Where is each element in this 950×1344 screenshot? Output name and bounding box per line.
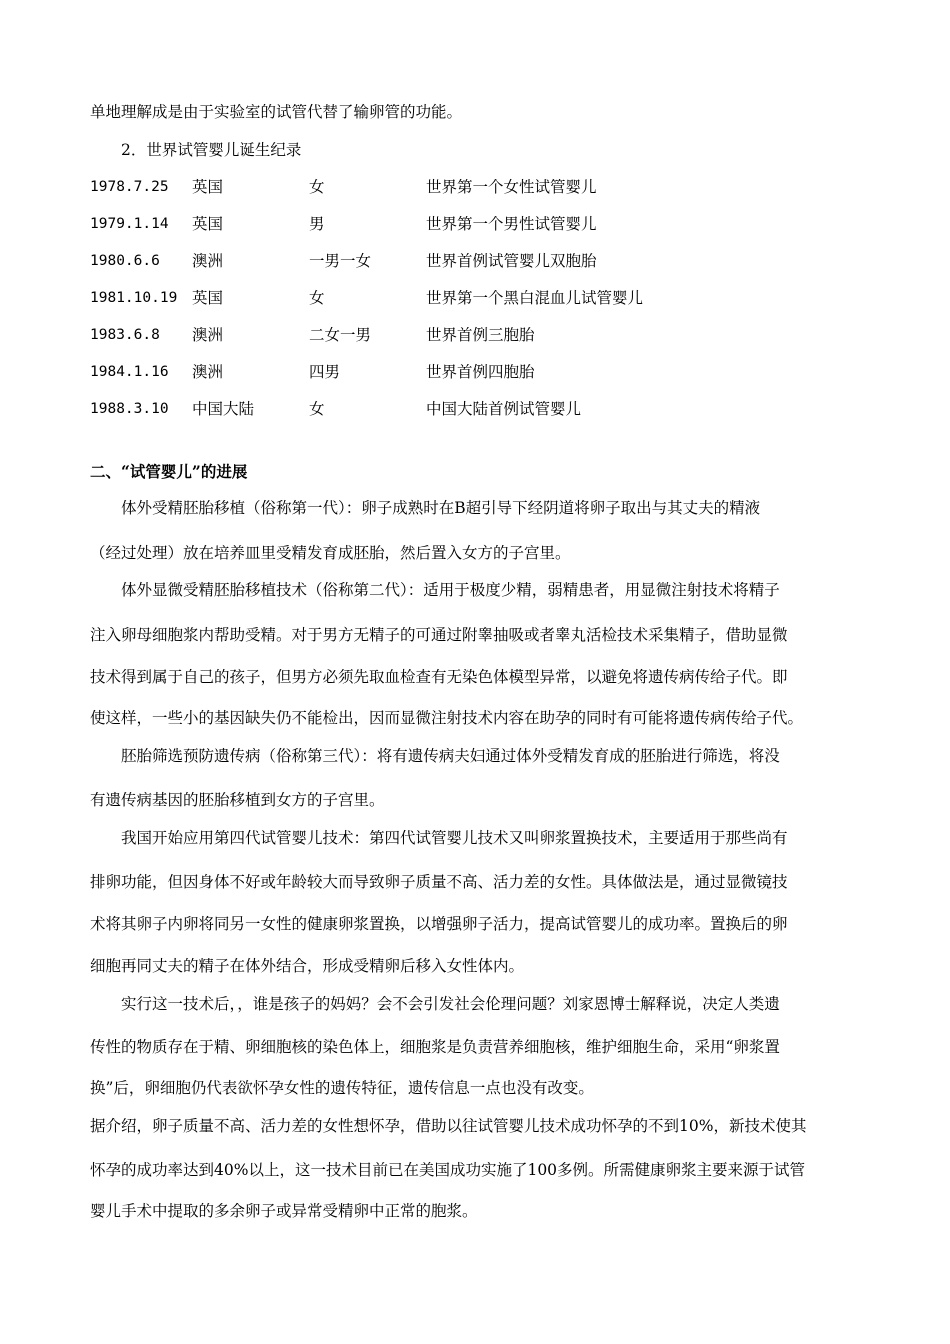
record-date: 1978.7.25	[90, 179, 169, 195]
record-row	[90, 399, 850, 419]
record-note: 世界第一个女性试管婴儿	[426, 178, 597, 196]
record-country: 澳洲	[192, 252, 224, 270]
record-row	[90, 177, 850, 197]
intro-tail-text: 单地理解成是由于实验室的试管代替了输卵管的功能。	[90, 103, 463, 121]
record-list-title: 2．世界试管婴儿诞生纪录	[121, 141, 302, 159]
paragraph-line: 我国开始应用第四代试管婴儿技术：第四代试管婴儿技术又叫卵浆置换技术，主要适用于那些尚有	[121, 829, 788, 847]
paragraph-line: 技术得到属于自己的孩子，但男方必须先取血检查有无染色体模型异常，以避免将遗传病传给子代。即	[90, 668, 788, 686]
record-country: 中国大陆	[192, 400, 255, 418]
paragraph-line: 体外显微受精胚胎移植技术（俗称第二代）：适用于极度少精，弱精患者，用显微注射技术将精子	[121, 581, 780, 599]
record-date: 1983.6.8	[90, 327, 160, 343]
record-date: 1979.1.14	[90, 216, 169, 232]
section-heading: 二、“试管婴儿”的进展	[90, 462, 248, 481]
record-date: 1980.6.6	[90, 253, 160, 269]
paragraph-line: 怀孕的成功率达到40%以上，这一技术目前已在美国成功实施了100多例。所需健康卵浆主要来源于试管	[90, 1161, 806, 1179]
record-row	[90, 362, 850, 382]
paragraph-line: 胚胎筛选预防遗传病（俗称第三代）：将有遗传病夫妇通过体外受精发育成的胚胎进行筛选，将没	[121, 747, 780, 765]
record-country: 澳洲	[192, 363, 224, 381]
record-row	[90, 251, 850, 271]
record-country: 澳洲	[192, 326, 224, 344]
paragraph-line: 实行这一技术后，，谁是孩子的妈妈？会不会引发社会伦理问题？刘家恩博士解释说，决定人类遗	[121, 995, 780, 1013]
record-country: 英国	[192, 215, 224, 233]
record-note: 世界第一个男性试管婴儿	[426, 215, 597, 233]
paragraph-line: 使这样，一些小的基因缺失仍不能检出，因而显微注射技术内容在助孕的同时有可能将遗传病传给子代。	[90, 709, 804, 727]
record-row	[90, 288, 850, 308]
paragraph-line: 婴儿手术中提取的多余卵子或异常受精卵中正常的胞浆。	[90, 1202, 478, 1220]
record-sex: 一男一女	[309, 252, 372, 270]
record-row	[90, 214, 850, 234]
record-date: 1984.1.16	[90, 364, 169, 380]
record-country: 英国	[192, 289, 224, 307]
record-sex: 二女一男	[309, 326, 372, 344]
record-sex: 女	[309, 400, 325, 418]
record-country: 英国	[192, 178, 224, 196]
paragraph-line: 据介绍，卵子质量不高、活力差的女性想怀孕，借助以往试管婴儿技术成功怀孕的不到10%，新技术使其	[90, 1117, 807, 1135]
record-sex: 女	[309, 289, 325, 307]
record-note: 世界首例三胞胎	[426, 326, 535, 344]
paragraph-line: 注入卵母细胞浆内帮助受精。对于男方无精子的可通过附睾抽吸或者睾丸活检技术采集精子，借助显微	[90, 626, 788, 644]
record-note: 世界第一个黑白混血儿试管婴儿	[426, 289, 644, 307]
paragraph-line: （经过处理）放在培养皿里受精发育成胚胎，然后置入女方的子宫里。	[90, 544, 571, 562]
record-date: 1988.3.10	[90, 401, 169, 417]
record-note: 世界首例试管婴儿双胞胎	[426, 252, 597, 270]
paragraph-line: 有遗传病基因的胚胎移植到女方的子宫里。	[90, 791, 385, 809]
paragraph-line: 细胞再同丈夫的精子在体外结合，形成受精卵后移入女性体内。	[90, 957, 525, 975]
record-note: 中国大陆首例试管婴儿	[426, 400, 582, 418]
record-row	[90, 325, 850, 345]
record-sex: 男	[309, 215, 325, 233]
record-sex: 女	[309, 178, 325, 196]
record-date: 1981.10.19	[90, 290, 178, 306]
paragraph-line: 传性的物质存在于精、卵细胞核的染色体上，细胞浆是负责营养细胞核，维护细胞生命，采用“卵浆置	[90, 1038, 780, 1056]
record-note: 世界首例四胞胎	[426, 363, 535, 381]
paragraph-line: 换”后，卵细胞仍代表欲怀孕女性的遗传特征，遗传信息一点也没有改变。	[90, 1079, 594, 1097]
paragraph-line: 排卵功能，但因身体不好或年龄较大而导致卵子质量不高、活力差的女性。具体做法是，通过显微镜技	[90, 873, 788, 891]
paragraph-line: 术将其卵子内卵将同另一女性的健康卵浆置换，以增强卵子活力，提高试管婴儿的成功率。置换后的卵	[90, 915, 788, 933]
paragraph-line: 体外受精胚胎移植（俗称第一代）：卵子成熟时在B超引导下经阴道将卵子取出与其丈夫的精液	[121, 499, 761, 517]
record-sex: 四男	[309, 363, 341, 381]
